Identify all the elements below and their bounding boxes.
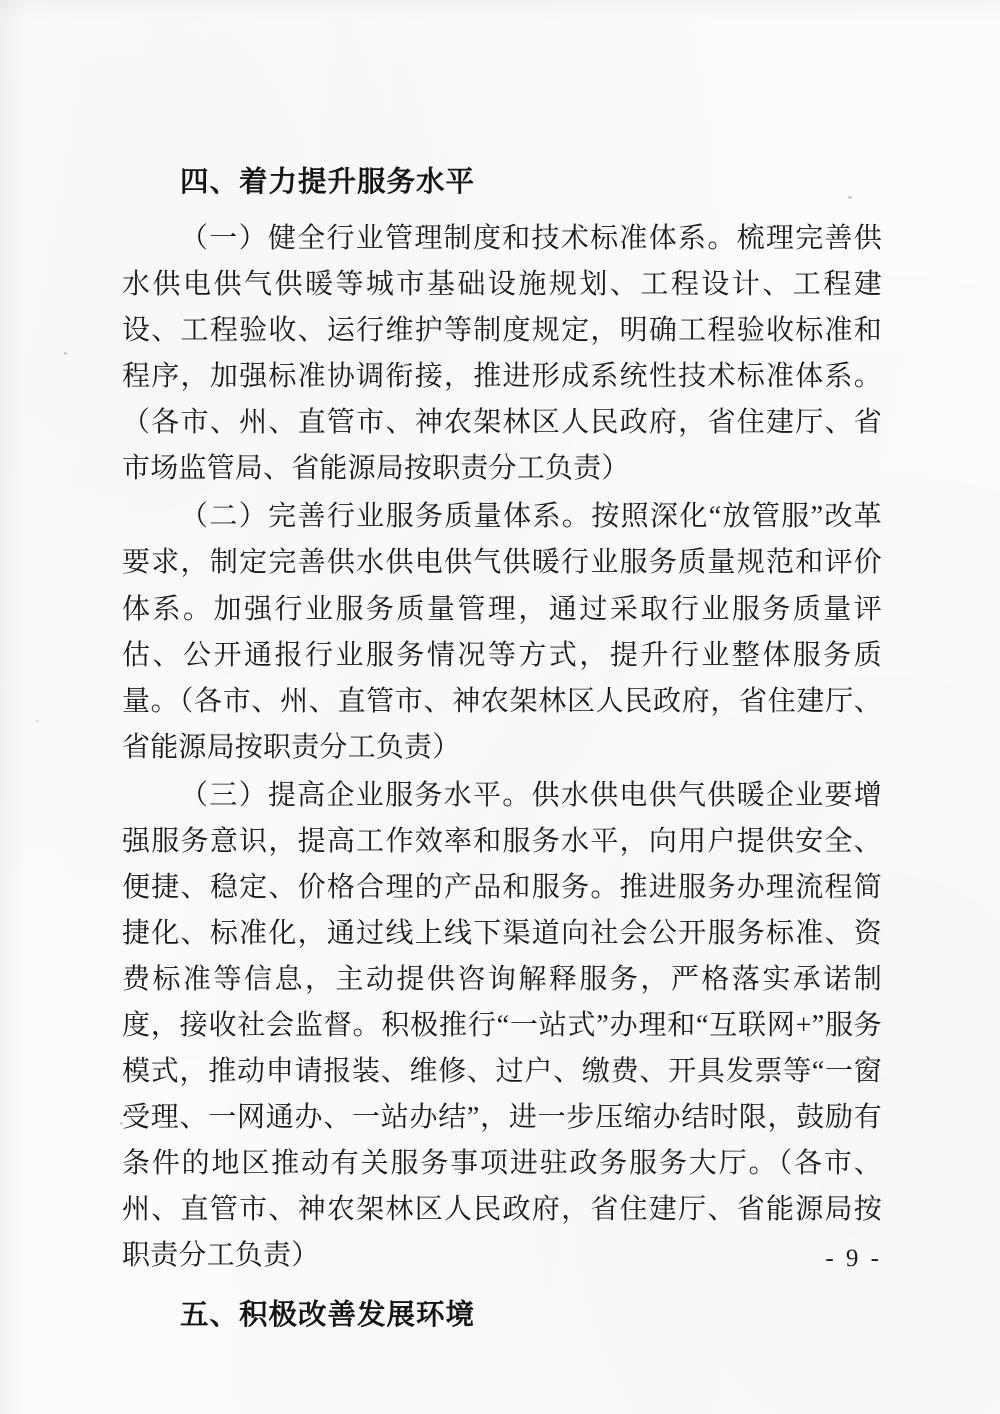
page-edge-shadow — [0, 0, 26, 1414]
section-heading-four: 四、着力提升服务水平 — [180, 167, 476, 198]
section-heading-five: 五、积极改善发展环境 — [180, 1300, 476, 1332]
paragraph-item-one: （一）健全行业管理制度和技术标准体系。梳理完善供水供电供气供暖等城市基础设施规划、工程设计、工程建设、工程验收、运行维护等制度规定，明确工程验收标准和程序，加强标准协调衔接，推进形成系统性技术标准体系。（各市、州、直管市、神农架林区人民政府，省住建厅、省市场监管局、省能源局按职责分工负责） — [122, 223, 882, 485]
page-top-shadow — [0, 0, 1000, 20]
document-text-body — [122, 160, 882, 1349]
page-number: - 9 - — [825, 1245, 882, 1272]
paragraph-item-three: （三）提高企业服务水平。供水供电供气供暖企业要增强服务意识，提高工作效率和服务水平，向用户提供安全、便捷、稳定、价格合理的产品和服务。推进服务办理流程简捷化、标准化，通过线上线下渠道向社会公开服务标准、资费标准等信息，主动提供咨询解释服务，严格落实承诺制度，接收社会监督。积极推行“一站式”办理和“互联网+”服务模式，推动申请报装、维修、过户、缴费、开具发票等“一窗受理、一网通办、一站办结”，进一步压缩办结时限，鼓励有条件的地区推动有关服务事项进驻政务服务大厅。（各市、州、直管市、神农架林区人民政府，省住建厅、省能源局按职责分工负责） — [122, 779, 882, 1272]
paragraph-item-two: （二）完善行业服务质量体系。按照深化“放管服”改革要求，制定完善供水供电供气供暖行业服务质量规范和评价体系。加强行业服务质量管理，通过采取行业服务质量评估、公开通报行业服务情况等方式，提升行业整体服务质量。（各市、州、直管市、神农架林区人民政府，省住建厅、省能源局按职责分工负责） — [122, 501, 882, 763]
